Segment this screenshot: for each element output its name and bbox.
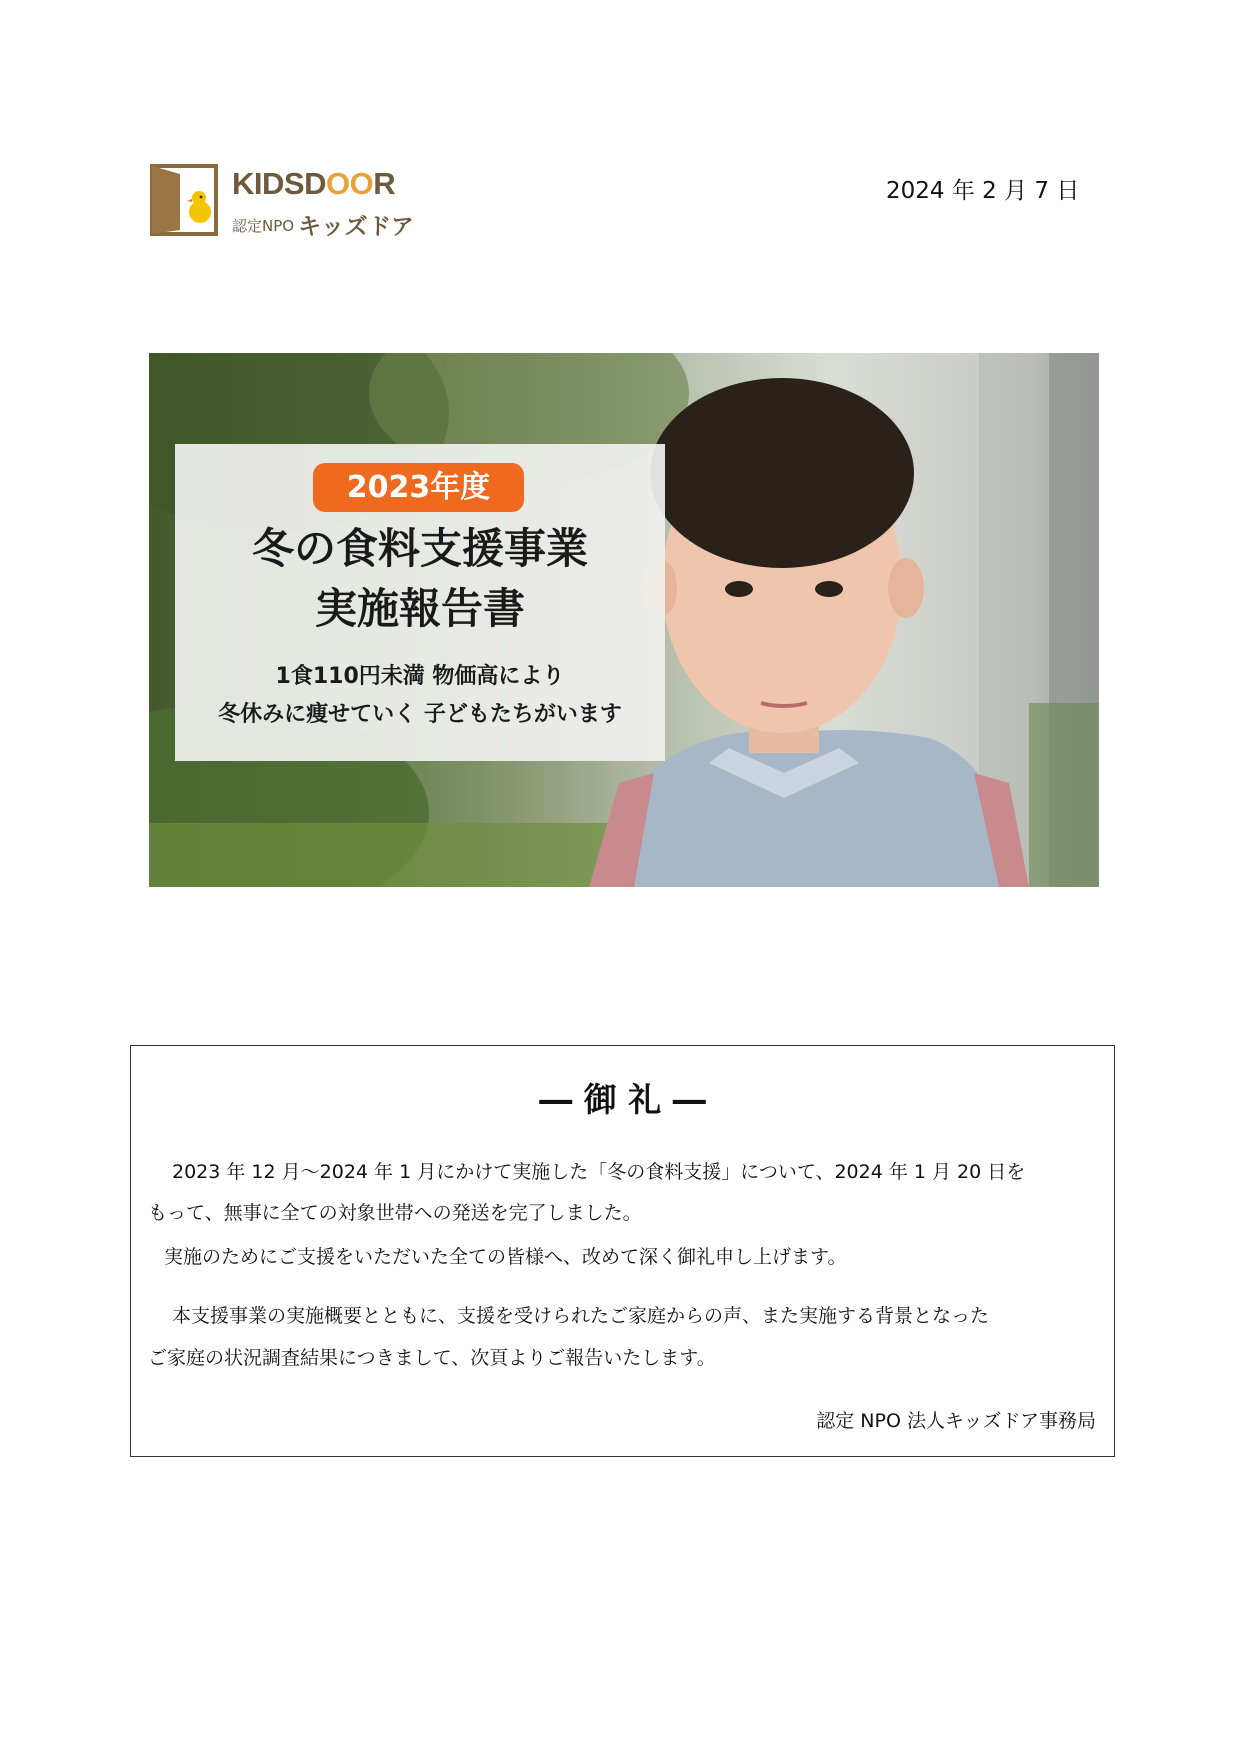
report-subtitle-line2: 冬休みに痩せていく 子どもたちがいます xyxy=(218,702,622,727)
report-title-line1: 冬の食料支援事業 xyxy=(251,524,588,573)
thanks-paragraph-line: 本支援事業の実施概要とともに、支援を受けられたご家庭からの声、また実施する背景となった xyxy=(172,1305,990,1327)
thanks-heading: ― 御 礼 ― xyxy=(539,1080,706,1119)
thanks-message-box xyxy=(130,1045,1115,1457)
thanks-paragraph-line: もって、無事に全ての対象世帯への発送を完了しました。 xyxy=(148,1202,642,1224)
thanks-paragraph-line: ご家庭の状況調査結果につきまして、次頁よりご報告いたします。 xyxy=(148,1347,716,1369)
thanks-paragraph-line: 2023 年 12 月～2024 年 1 月にかけて実施した「冬の食料支援」について、2024 年 1 月 20 日を xyxy=(172,1161,1026,1183)
signature: 認定 NPO 法人キッズドア事務局 xyxy=(816,1410,1096,1432)
report-title-line2: 実施報告書 xyxy=(314,584,525,633)
fiscal-year-badge: 2023年度 xyxy=(313,463,524,512)
logo-subtitle: 認定NPO キッズドア xyxy=(232,214,415,240)
report-subtitle-line1: 1食110円未満 物価高により xyxy=(275,664,565,689)
report-cover-banner xyxy=(149,353,1099,887)
thanks-paragraph-line: 実施のためにご支援をいただいた全ての皆様へ、改めて深く御礼申し上げます。 xyxy=(164,1246,847,1268)
door-logo-icon xyxy=(150,164,218,236)
kidsdoor-logo xyxy=(150,162,430,238)
logo-wordmark: KIDSDOOR xyxy=(232,166,396,201)
document-date: 2024 年 2 月 7 日 xyxy=(886,178,1080,204)
banner-caption-panel xyxy=(175,444,665,761)
